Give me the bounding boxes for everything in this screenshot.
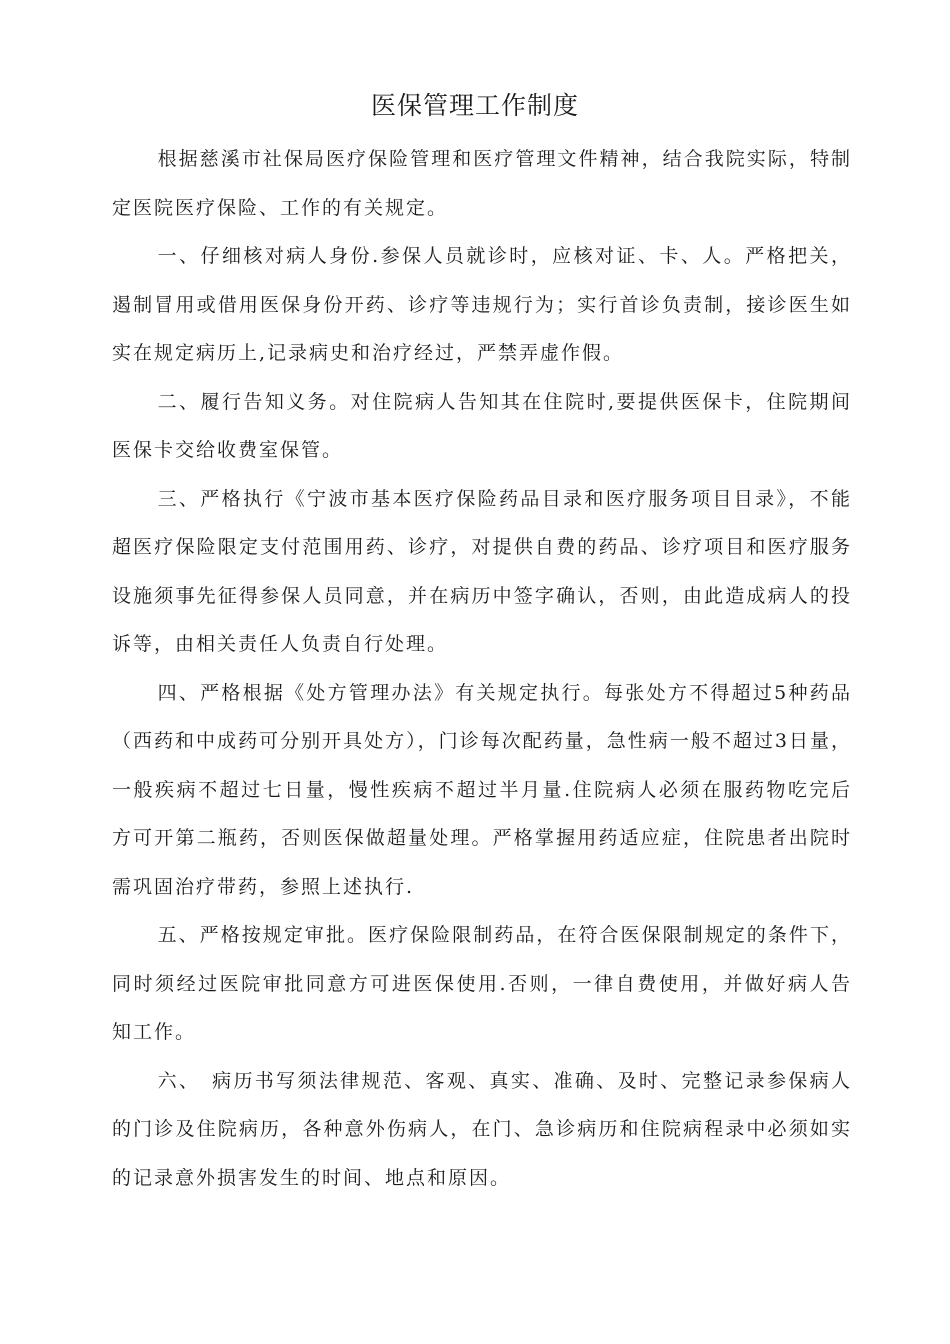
paragraph-item-2: 二、履行告知义务。对住院病人告知其在住院时,要提供医保卡，住院期间医保卡交给收费室保管。 xyxy=(112,390,852,461)
paragraph-item-4: 四、严格根据《处方管理办法》有关规定执行。每张处方不得超过5种药品（西药和中成药可分别开具处方），门诊每次配药量，急性病一般不超过3日量，一般疾病不超过七日量，慢性疾病不超过半月量.住院病人必须在服药物吃完后方可开第二瓶药，否则医保做超量处理。严格掌握用药适应症，住院患者出院时需巩固治疗带药，参照上述执行. xyxy=(112,681,852,898)
paragraph-item-6: 六、 病历书写须法律规范、客观、真实、准确、及时、完整记录参保病人的门诊及住院病历，各种意外伤病人，在门、急诊病历和住院病程录中必须如实的记录意外损害发生的时间、地点和原因。 xyxy=(112,1069,852,1189)
paragraph-intro: 根据慈溪市社保局医疗保险管理和医疗管理文件精神，结合我院实际，特制定医院医疗保险、工作的有关规定。 xyxy=(112,148,852,219)
paragraph-item-1: 一、仔细核对病人身份.参保人员就诊时，应核对证、卡、人。严格把关，遏制冒用或借用医保身份开药、诊疗等违规行为；实行首诊负责制，接诊医生如实在规定病历上,记录病史和治疗经过，严禁弄虚作假。 xyxy=(112,245,852,364)
document-body xyxy=(112,135,852,1202)
paragraph-item-3: 三、严格执行《宁波市基本医疗保险药品目录和医疗服务项目目录》，不能超医疗保险限定支付范围用药、诊疗，对提供自费的药品、诊疗项目和医疗服务设施须事先征得参保人员同意，并在病历中签字确认，否则，由此造成病人的投诉等，由相关责任人负责自行处理。 xyxy=(112,487,852,655)
paragraph-item-5: 五、严格按规定审批。医疗保险限制药品，在符合医保限制规定的条件下，同时须经过医院审批同意方可进医保使用.否则，一律自费使用，并做好病人告知工作。 xyxy=(112,924,852,1043)
document-title: 医保管理工作制度 xyxy=(370,91,579,120)
